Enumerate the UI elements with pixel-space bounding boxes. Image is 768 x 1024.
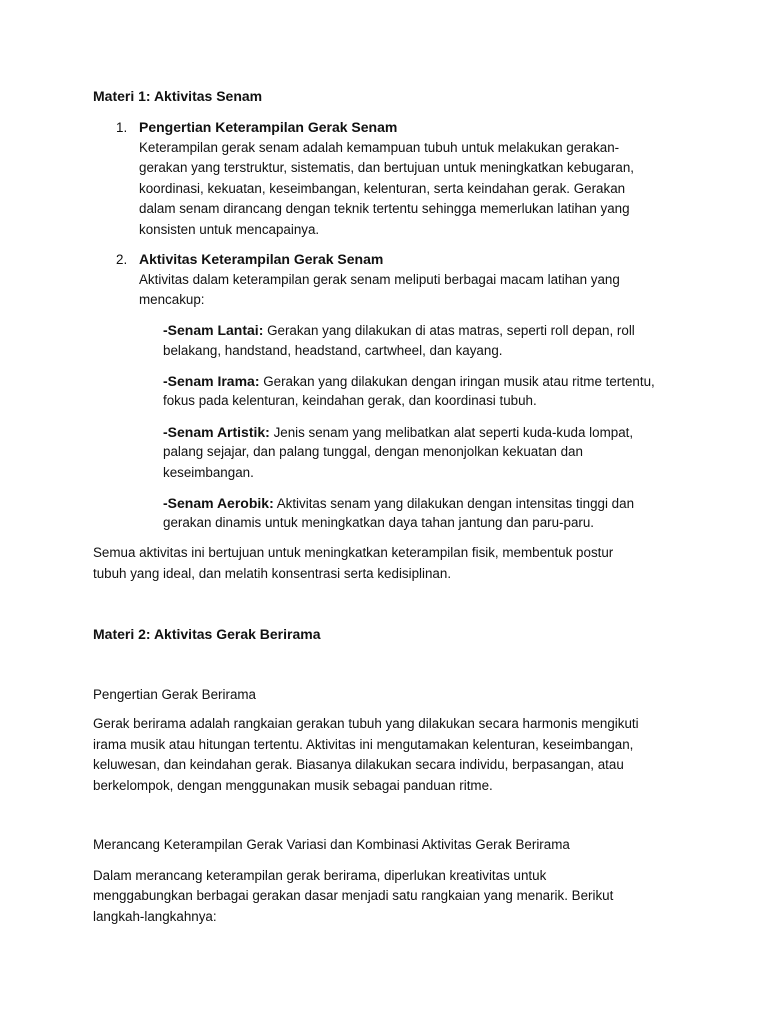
senam-irama-line [163, 371, 655, 393]
senam-lantai-label: -Senam Lantai: [163, 322, 264, 338]
item-1-line: konsisten untuk mencapainya. [139, 222, 320, 237]
senam-lantai-text: Gerakan yang dilakukan di atas matras, seperti roll depan, roll [263, 323, 635, 338]
item-1-line: Keterampilan gerak senam adalah kemampuan tubuh untuk melakukan gerakan- [139, 140, 620, 155]
item-1-line: gerakan yang terstruktur, sistematis, dan bertujuan untuk meningkatkan kebugaran, [139, 160, 635, 175]
item-2-heading: Aktivitas Keterampilan Gerak Senam [139, 251, 384, 267]
senam-artistik-line [163, 422, 633, 444]
senam-irama-cont: fokus pada kelenturan, keindahan gerak, dan koordinasi tubuh. [163, 393, 537, 408]
senam-aerobik-label: -Senam Aerobik: [163, 495, 274, 511]
senam-lantai-line [163, 320, 635, 342]
paragraph-line: irama musik atau hitungan tertentu. Aktivitas ini mengutamakan kelenturan, keseimbangan, [93, 737, 634, 752]
paragraph-line: keluwesan, dan keindahan gerak. Biasanya dilakukan secara individu, berpasangan, atau [93, 757, 624, 772]
senam-artistik-label: -Senam Artistik: [163, 424, 270, 440]
paragraph-line: Dalam merancang keterampilan gerak berirama, diperlukan kreativitas untuk [93, 868, 547, 883]
item-1-line: koordinasi, kekuatan, keseimbangan, kelenturan, serta keindahan gerak. Gerakan [139, 181, 626, 196]
paragraph-line: berkelompok, dengan menggunakan musik sebagai panduan ritme. [93, 778, 493, 793]
senam-irama-text: Gerakan yang dilakukan dengan iringan musik atau ritme tertentu, [259, 374, 655, 389]
list-number: 2. [116, 252, 128, 267]
summary-line: Semua aktivitas ini bertujuan untuk meningkatkan keterampilan fisik, membentuk postur [93, 545, 614, 560]
senam-artistik-cont: keseimbangan. [163, 465, 254, 480]
senam-aerobik-cont: gerakan dinamis untuk meningkatkan daya tahan jantung dan paru-paru. [163, 515, 595, 530]
senam-lantai-cont: belakang, handstand, headstand, cartwheel, dan kayang. [163, 343, 503, 358]
item-2-line: Aktivitas dalam keterampilan gerak senam meliputi berbagai macam latihan yang [139, 272, 620, 287]
item-1-heading: Pengertian Keterampilan Gerak Senam [139, 119, 398, 135]
paragraph-line: langkah-langkahnya: [93, 909, 217, 924]
item-1-line: dalam senam dirancang dengan teknik tertentu sehingga memerlukan latihan yang [139, 201, 630, 216]
subheading-pengertian: Pengertian Gerak Berirama [93, 687, 256, 702]
senam-irama-label: -Senam Irama: [163, 373, 260, 389]
section-1-title: Materi 1: Aktivitas Senam [93, 88, 263, 104]
senam-aerobik-line [163, 493, 634, 515]
senam-artistik-text: Jenis senam yang melibatkan alat seperti kuda-kuda lompat, [269, 425, 634, 440]
senam-aerobik-text: Aktivitas senam yang dilakukan dengan intensitas tinggi dan [273, 496, 635, 511]
subheading-merancang: Merancang Keterampilan Gerak Variasi dan Kombinasi Aktivitas Gerak Berirama [93, 837, 570, 852]
senam-artistik-cont: palang sejajar, dan palang tunggal, dengan menonjolkan kekuatan dan [163, 444, 583, 459]
summary-line: tubuh yang ideal, dan melatih konsentrasi serta kedisiplinan. [93, 566, 452, 581]
item-2-line: mencakup: [139, 292, 205, 307]
paragraph-line: Gerak berirama adalah rangkaian gerakan tubuh yang dilakukan secara harmonis mengikuti [93, 716, 639, 731]
list-number: 1. [116, 120, 128, 135]
paragraph-line: menggabungkan berbagai gerakan dasar menjadi satu rangkaian yang menarik. Berikut [93, 888, 614, 903]
section-2-title: Materi 2: Aktivitas Gerak Berirama [93, 626, 321, 642]
